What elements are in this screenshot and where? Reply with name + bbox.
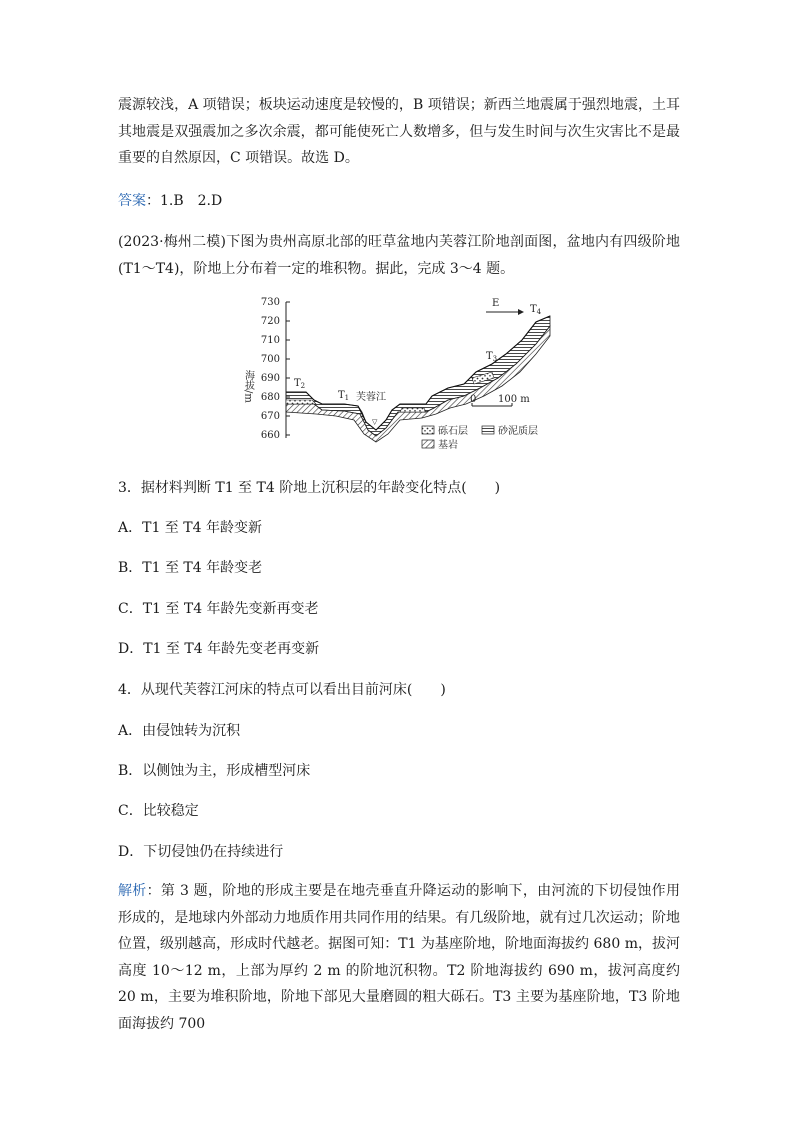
question-4-option-d: D．下切侵蚀仍在持续进行 [118, 844, 284, 860]
ytick-670: 670 [260, 411, 280, 422]
ytick-730: 730 [260, 297, 280, 308]
terrace-profile-svg [236, 292, 558, 454]
ytick-710: 710 [260, 335, 280, 346]
legend-bedrock-swatch [422, 440, 434, 448]
scale-length: 100 m [498, 394, 530, 405]
legend-gravel-swatch [422, 426, 434, 434]
analysis-label: 解析 [118, 883, 147, 899]
ytick-700: 700 [260, 354, 280, 365]
question-4-stem: 4．从现代芙蓉江河床的特点可以看出目前河床( ) [118, 682, 446, 698]
terrace-profile-figure [236, 292, 558, 454]
analysis-continuation-paragraph: 震源较浅，A 项错误；板块运动速度是较慢的，B 项错误；新西兰地震属于强烈地震，土耳其地震是双强震加之多次余震，都可能使死亡人数增多，但与发生时间与次生灾害比不是最重要的自然原因，C 项错误。故选 D。 [118, 97, 680, 166]
terrace-label-t2: $T_2$ [294, 378, 306, 390]
legend-sand-label: 砂泥质层 [498, 426, 538, 437]
y-tick-marks [286, 302, 290, 435]
gravel-lens-t2 [286, 400, 316, 404]
ytick-660: 660 [260, 430, 280, 441]
answer-label: 答案 [118, 193, 146, 209]
ytick-680: 680 [260, 392, 280, 403]
ytick-720: 720 [260, 316, 280, 327]
y-axis-label: 海拔/m [242, 370, 254, 403]
direction-arrow-head [518, 309, 524, 315]
terrace-label-t4: $T_4$ [530, 304, 542, 316]
question-intro-paragraph: (2023·梅州二模)下图为贵州高原北部的旺草盆地内芙蓉江阶地剖面图，盆地内有四级阶地(T1～T4)，阶地上分布着一定的堆积物。据此，完成 3～4 题。 [118, 234, 680, 277]
question-4-option-c: C．比较稳定 [118, 803, 199, 819]
legend-gravel-label: 砾石层 [438, 426, 468, 437]
analysis-text: ：第 3 题，阶地的形成主要是在地壳垂直升降运动的影响下，由河流的下切侵蚀作用形成的，是地球内外部动力地质作用共同作用的结果。有几级阶地，就有过几次运动；阶地位置，级别越高，形成时代越老。据图可知：T1 为基座阶地，阶地面海拔约 680 m，拔河高度 10～12 m，上部为厚约 2 m 的阶地沉积物。T2 阶地海拔约 690 m，拔河高度约 20 m，主要为堆积阶地，阶地下部见大量磨圆的粗大砾石。T3 主要为基座阶地，T3 阶地面海拔约 700 [118, 883, 680, 1032]
question-3-option-c: C．T1 至 T4 年龄先变新再变老 [118, 601, 319, 617]
y-axis-ticks [261, 297, 280, 441]
river-label: 芙蓉江 [356, 392, 386, 403]
question-3-option-b: B．T1 至 T4 年龄变老 [118, 560, 263, 576]
question-3-option-a: A．T1 至 T4 年龄变新 [118, 520, 262, 536]
bedrock-layer [286, 326, 550, 442]
question-4-option-a: A．由侵蚀转为沉积 [118, 723, 241, 739]
legend-bedrock-label: 基岩 [438, 440, 458, 451]
terrace-label-t3: $T_3$ [486, 351, 498, 363]
answer-line [118, 191, 222, 211]
answer-value: ：1.B 2.D [146, 193, 223, 209]
gravel-lens-right [400, 408, 426, 412]
terrace-label-t1: $T_1$ [338, 390, 350, 402]
legend-sand-swatch [482, 426, 494, 434]
question-4-option-b: B．以侧蚀为主，形成槽型河床 [118, 763, 311, 779]
water-level-mark: ▽ [372, 418, 378, 426]
scale-zero: 0 [470, 394, 477, 405]
direction-label: E [492, 298, 500, 309]
question-3-stem: 3．据材料判断 T1 至 T4 阶地上沉积层的年龄变化特点( ) [118, 480, 501, 496]
ytick-690: 690 [260, 373, 280, 384]
question-3-option-d: D．T1 至 T4 年龄先变老再变新 [118, 641, 320, 657]
analysis-paragraph [118, 878, 680, 1037]
